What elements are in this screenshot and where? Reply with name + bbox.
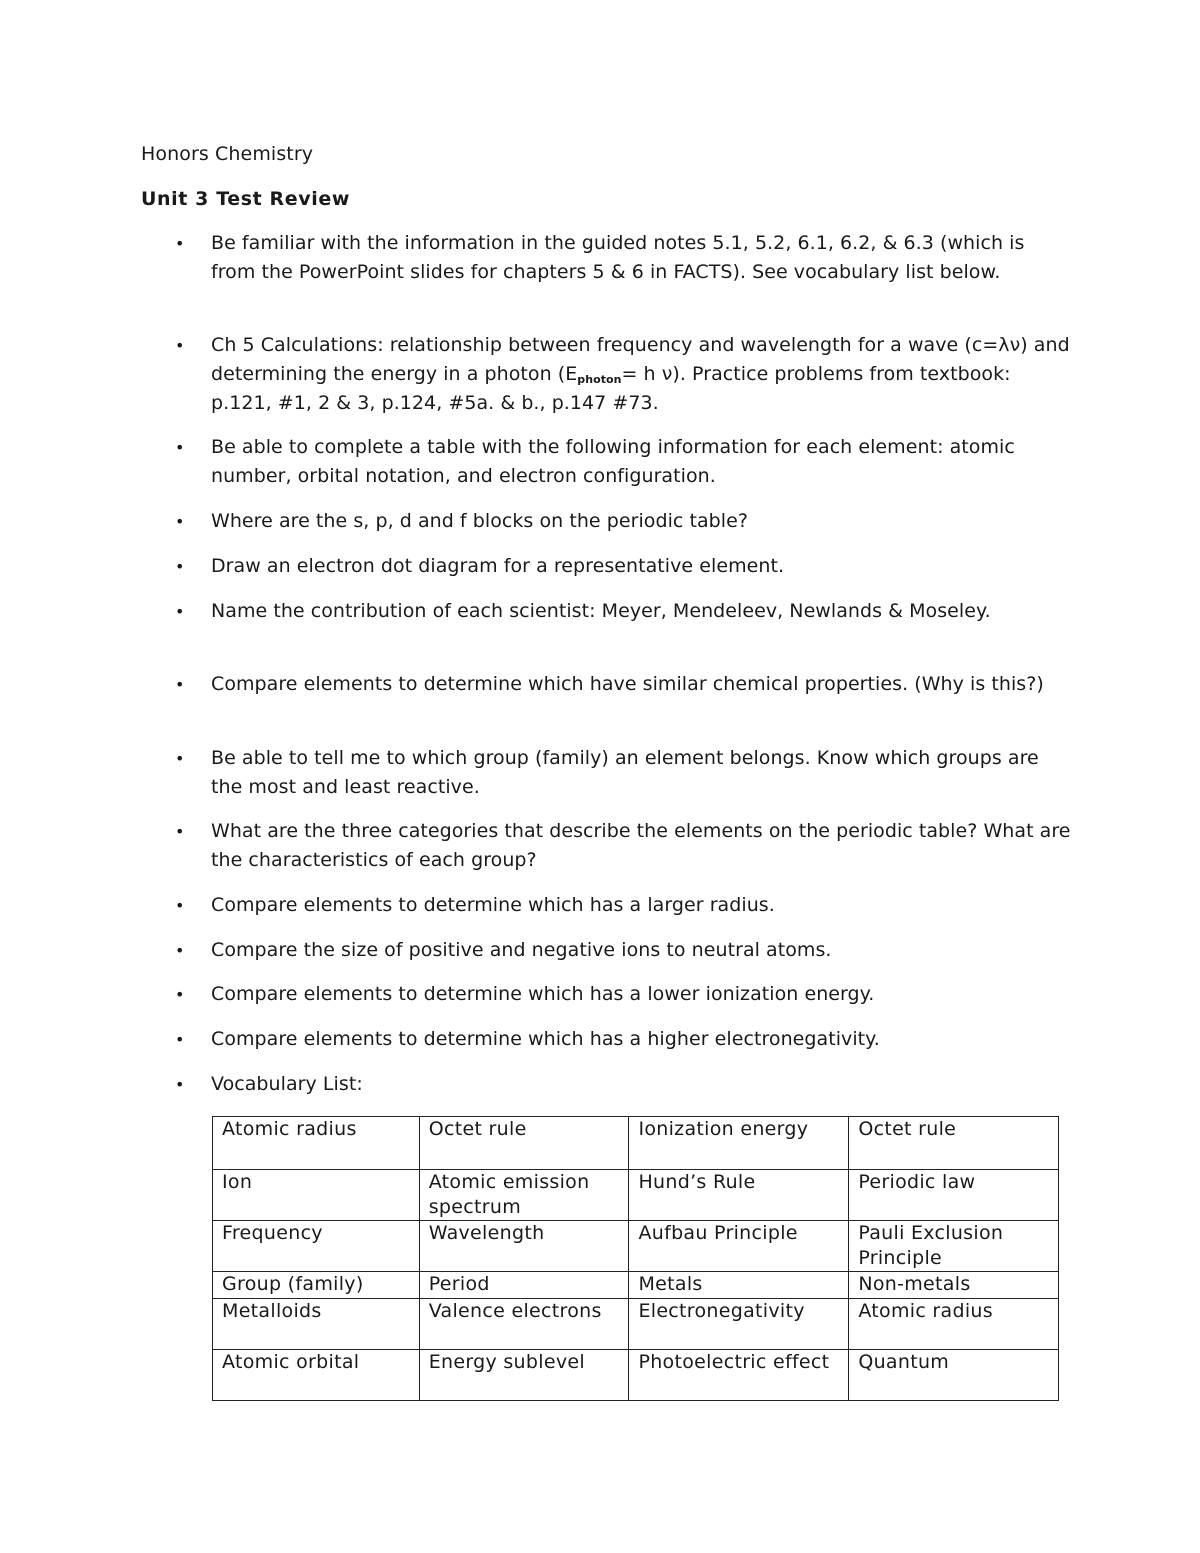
vocab-cell: Pauli Exclusion Principle [849, 1221, 1059, 1272]
list-item [175, 229, 1071, 287]
course-name: Honors Chemistry [141, 143, 314, 165]
vocab-cell: Non-metals [849, 1272, 1059, 1299]
bullet-icon: • [175, 985, 185, 1004]
list-item [175, 1025, 1071, 1054]
list-item-text: Compare elements to determine which has a larger radius. [211, 894, 775, 916]
list-item [175, 552, 1071, 581]
table-row [213, 1350, 1059, 1401]
bullet-icon: • [175, 557, 185, 576]
vocab-cell: Atomic orbital [213, 1350, 420, 1401]
vocab-cell: Energy sublevel [419, 1350, 629, 1401]
bullet-icon: • [175, 1030, 185, 1049]
vocab-cell: Periodic law [849, 1170, 1059, 1221]
vocab-cell: Atomic emission spectrum [419, 1170, 629, 1221]
vocab-cell: Group (family) [213, 1272, 420, 1299]
vocab-cell: Metals [629, 1272, 849, 1299]
list-item [175, 936, 1071, 965]
list-item-text: Compare elements to determine which has a lower ionization energy. [211, 983, 875, 1005]
vocab-cell: Photoelectric effect [629, 1350, 849, 1401]
bullet-icon: • [175, 438, 185, 457]
vocabulary-table [212, 1116, 1059, 1401]
list-item-text: Draw an electron dot diagram for a representative element. [211, 555, 785, 577]
list-item-text: Vocabulary List: [211, 1073, 363, 1095]
table-row [213, 1299, 1059, 1350]
list-item [175, 670, 1071, 699]
bullet-icon: • [175, 941, 185, 960]
list-item-text: Ch 5 Calculations: relationship between frequency and wavelength for a wave (c=λν) and determining the energy in a photon (E [211, 334, 1070, 385]
vocab-cell: Electronegativity [629, 1299, 849, 1350]
bullet-icon: • [175, 336, 185, 355]
bullet-icon: • [175, 896, 185, 915]
list-item-text: Name the contribution of each scientist: Meyer, Mendeleev, Newlands & Moseley. [211, 600, 991, 622]
table-row [213, 1117, 1059, 1170]
list-item [175, 891, 1071, 920]
list-item-text: Be familiar with the information in the guided notes 5.1, 5.2, 6.1, 6.2, & 6.3 (which is from the PowerPoint slides for chapters 5 & 6 in FACTS). See vocabulary list below. [211, 232, 1025, 283]
vocab-cell: Frequency [213, 1221, 420, 1272]
bullet-icon: • [175, 675, 185, 694]
bullet-icon: • [175, 749, 185, 768]
list-item [175, 980, 1071, 1009]
vocab-cell: Period [419, 1272, 629, 1299]
list-item [175, 597, 1071, 626]
vocab-cell: Wavelength [419, 1221, 629, 1272]
vocab-cell: Atomic radius [213, 1117, 420, 1170]
vocab-cell: Metalloids [213, 1299, 420, 1350]
bullet-icon: • [175, 822, 185, 841]
vocab-cell: Ion [213, 1170, 420, 1221]
vocab-cell: Quantum [849, 1350, 1059, 1401]
vocab-cell: Hund’s Rule [629, 1170, 849, 1221]
table-row [213, 1272, 1059, 1299]
list-item [175, 331, 1071, 418]
vocab-cell: Octet rule [849, 1117, 1059, 1170]
table-row [213, 1221, 1059, 1272]
bullet-icon: • [175, 602, 185, 621]
vocab-cell: Atomic radius [849, 1299, 1059, 1350]
bullet-icon: • [175, 512, 185, 531]
list-item [175, 433, 1071, 491]
list-item [175, 744, 1071, 802]
page-title: Unit 3 Test Review [141, 188, 350, 210]
vocab-cell: Octet rule [419, 1117, 629, 1170]
list-item-text: Compare elements to determine which has a higher electronegativity. [211, 1028, 880, 1050]
list-item-text: Be able to complete a table with the following information for each element: atomic number, orbital notation, and electron configuration. [211, 436, 1015, 487]
list-item-text-continued: = h ν). Practice problems from textbook: p.121, #1, 2 & 3, p.124, #5a. & b., p.147 #73. [211, 363, 1011, 414]
vocab-cell: Valence electrons [419, 1299, 629, 1350]
photon-subscript: photon [577, 373, 622, 386]
list-item [175, 507, 1071, 536]
list-item-text: Compare the size of positive and negative ions to neutral atoms. [211, 939, 832, 961]
list-item-text: Where are the s, p, d and f blocks on the periodic table? [211, 510, 748, 532]
vocab-cell: Ionization energy [629, 1117, 849, 1170]
table-row [213, 1170, 1059, 1221]
bullet-icon: • [175, 234, 185, 253]
vocab-cell: Aufbau Principle [629, 1221, 849, 1272]
bullet-icon: • [175, 1075, 185, 1094]
list-item [175, 817, 1071, 875]
list-item-text: Be able to tell me to which group (family) an element belongs. Know which groups are the most and least reactive. [211, 747, 1039, 798]
list-item-text: What are the three categories that describe the elements on the periodic table? What are the characteristics of each group? [211, 820, 1071, 871]
list-item [175, 1070, 1071, 1099]
list-item-text: Compare elements to determine which have similar chemical properties. (Why is this?) [211, 673, 1044, 695]
